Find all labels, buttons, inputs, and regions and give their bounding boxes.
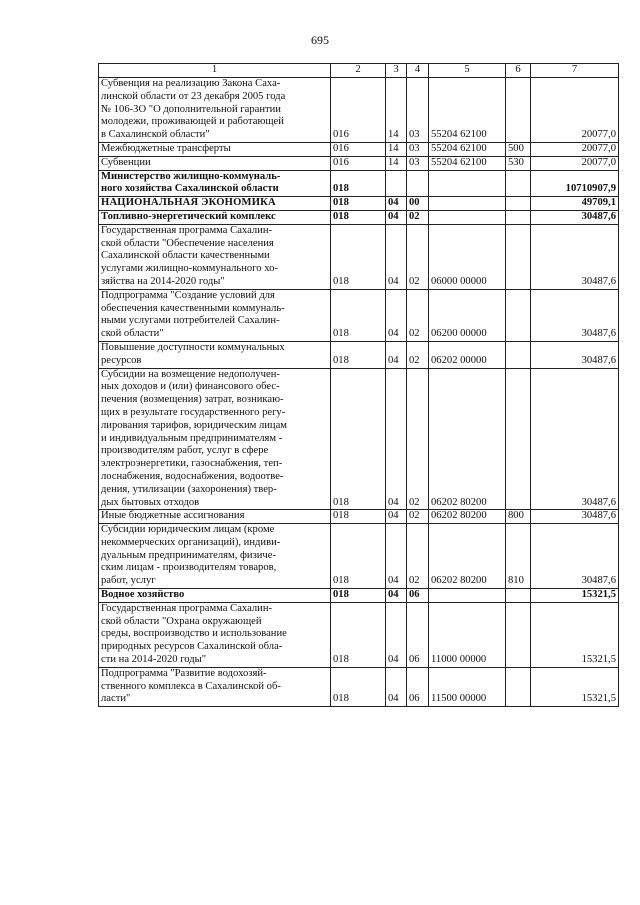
section-code: 04 (386, 341, 407, 368)
section-code: 04 (386, 589, 407, 603)
item-name: Субсидии на возмещение недополучен- ных доходов и (или) финансового обес- печения (возмещения) затрат, возникаю- щих в результате государственного регу- лирования тарифов, юридическим лицам и индивидуальным предпринимателям - производителям работ, услуг в сфере электроэнергетики, газоснабжения, теп- лоснабжения, водоснабжения, водоотве- дения, утилизации (захоронения) твер- дых бытовых отходов (99, 368, 331, 510)
table-row (99, 368, 619, 510)
table-row (99, 341, 619, 368)
subsection-code: 02 (407, 289, 429, 341)
header-cell: 2 (331, 64, 386, 78)
ministry-code: 018 (331, 210, 386, 224)
ministry-code: 018 (331, 341, 386, 368)
amount: 15321,5 (531, 602, 619, 667)
target-article-code: 06202 00000 (429, 341, 506, 368)
amount: 20077,0 (531, 142, 619, 156)
table-row (99, 224, 619, 289)
amount: 30487,6 (531, 210, 619, 224)
target-article-code (429, 589, 506, 603)
amount: 30487,6 (531, 524, 619, 589)
budget-table (98, 63, 619, 707)
subsection-code: 03 (407, 78, 429, 143)
item-name: Государственная программа Сахалин- ской области "Охрана окружающей среды, воспроизводство и использование природных ресурсов Сахалинской обла- сти на 2014-2020 годы" (99, 602, 331, 667)
table-row (99, 667, 619, 706)
expense-type-code: 500 (506, 142, 531, 156)
amount: 20077,0 (531, 78, 619, 143)
ministry-code: 018 (331, 510, 386, 524)
subsection-code: 03 (407, 156, 429, 170)
expense-type-code (506, 341, 531, 368)
ministry-code: 018 (331, 589, 386, 603)
subsection-code: 02 (407, 368, 429, 510)
subsection-code (407, 170, 429, 197)
target-article-code: 55204 62100 (429, 142, 506, 156)
item-name: Повышение доступности коммунальных ресурсов (99, 341, 331, 368)
target-article-code: 11000 00000 (429, 602, 506, 667)
target-article-code: 55204 62100 (429, 78, 506, 143)
table-row (99, 589, 619, 603)
target-article-code: 06202 80200 (429, 510, 506, 524)
amount: 30487,6 (531, 368, 619, 510)
expense-type-code: 810 (506, 524, 531, 589)
amount: 30487,6 (531, 289, 619, 341)
ministry-code: 018 (331, 170, 386, 197)
section-code: 04 (386, 510, 407, 524)
table-row (99, 197, 619, 211)
target-article-code: 06000 00000 (429, 224, 506, 289)
header-cell: 4 (407, 64, 429, 78)
amount: 15321,5 (531, 667, 619, 706)
section-code: 04 (386, 602, 407, 667)
target-article-code: 11500 00000 (429, 667, 506, 706)
table-row (99, 170, 619, 197)
expense-type-code (506, 224, 531, 289)
expense-type-code (506, 667, 531, 706)
header-cell: 5 (429, 64, 506, 78)
table-row (99, 142, 619, 156)
header-cell: 7 (531, 64, 619, 78)
section-code: 14 (386, 78, 407, 143)
ministry-code: 016 (331, 78, 386, 143)
section-code (386, 170, 407, 197)
table-row (99, 210, 619, 224)
subsection-code: 02 (407, 224, 429, 289)
amount: 49709,1 (531, 197, 619, 211)
expense-type-code (506, 78, 531, 143)
item-name: Субвенции (99, 156, 331, 170)
section-code: 14 (386, 142, 407, 156)
expense-type-code (506, 210, 531, 224)
section-code: 04 (386, 197, 407, 211)
amount: 30487,6 (531, 510, 619, 524)
header-row (99, 64, 619, 78)
amount: 30487,6 (531, 224, 619, 289)
ministry-code: 018 (331, 602, 386, 667)
expense-type-code (506, 589, 531, 603)
item-name: Топливно-энергетический комплекс (99, 210, 331, 224)
item-name: Субвенция на реализацию Закона Саха- линской области от 23 декабря 2005 года № 106-ЗО "О дополнительной гарантии молодежи, проживающей и работающей в Сахалинской области" (99, 78, 331, 143)
subsection-code: 02 (407, 210, 429, 224)
header-cell: 3 (386, 64, 407, 78)
subsection-code: 00 (407, 197, 429, 211)
target-article-code (429, 197, 506, 211)
subsection-code: 02 (407, 524, 429, 589)
expense-type-code: 800 (506, 510, 531, 524)
ministry-code: 018 (331, 368, 386, 510)
subsection-code: 06 (407, 589, 429, 603)
target-article-code: 06202 80200 (429, 524, 506, 589)
item-name: Государственная программа Сахалин- ской области "Обеспечение населения Сахалинской области качественными услугами жилищно-коммунального хо- зяйства на 2014-2020 годы" (99, 224, 331, 289)
section-code: 04 (386, 368, 407, 510)
target-article-code (429, 170, 506, 197)
amount: 20077,0 (531, 156, 619, 170)
ministry-code: 018 (331, 224, 386, 289)
expense-type-code (506, 602, 531, 667)
item-name: Водное хозяйство (99, 589, 331, 603)
target-article-code (429, 210, 506, 224)
section-code: 04 (386, 289, 407, 341)
subsection-code: 06 (407, 602, 429, 667)
page-number: 695 (311, 33, 329, 47)
subsection-code: 02 (407, 341, 429, 368)
item-name: Межбюджетные трансферты (99, 142, 331, 156)
target-article-code: 06200 00000 (429, 289, 506, 341)
item-name: Субсидии юридическим лицам (кроме некоммерческих организаций), индиви- дуальным предпринимателям, физиче- ским лицам - производителям товаров, работ, услуг (99, 524, 331, 589)
ministry-code: 018 (331, 524, 386, 589)
ministry-code: 016 (331, 142, 386, 156)
expense-type-code (506, 170, 531, 197)
expense-type-code (506, 289, 531, 341)
subsection-code: 06 (407, 667, 429, 706)
amount: 10710907,9 (531, 170, 619, 197)
target-article-code: 55204 62100 (429, 156, 506, 170)
amount: 15321,5 (531, 589, 619, 603)
item-name: Иные бюджетные ассигнования (99, 510, 331, 524)
target-article-code: 06202 80200 (429, 368, 506, 510)
item-name: НАЦИОНАЛЬНАЯ ЭКОНОМИКА (99, 197, 331, 211)
subsection-code: 02 (407, 510, 429, 524)
table-row (99, 602, 619, 667)
table-row (99, 524, 619, 589)
table-row (99, 510, 619, 524)
item-name: Министерство жилищно-коммуналь- ного хозяйства Сахалинской области (99, 170, 331, 197)
table-row (99, 289, 619, 341)
subsection-code: 03 (407, 142, 429, 156)
expense-type-code: 530 (506, 156, 531, 170)
ministry-code: 018 (331, 197, 386, 211)
ministry-code: 018 (331, 667, 386, 706)
section-code: 04 (386, 210, 407, 224)
table-row (99, 78, 619, 143)
ministry-code: 018 (331, 289, 386, 341)
expense-type-code (506, 197, 531, 211)
section-code: 04 (386, 524, 407, 589)
table-row (99, 156, 619, 170)
section-code: 04 (386, 224, 407, 289)
section-code: 04 (386, 667, 407, 706)
header-cell: 1 (99, 64, 331, 78)
ministry-code: 016 (331, 156, 386, 170)
item-name: Подпрограмма "Развитие водохозяй- ственного комплекса в Сахалинской об- ласти" (99, 667, 331, 706)
header-cell: 6 (506, 64, 531, 78)
section-code: 14 (386, 156, 407, 170)
amount: 30487,6 (531, 341, 619, 368)
item-name: Подпрограмма "Создание условий для обеспечения качественными коммуналь- ными услугами потребителей Сахалин- ской области" (99, 289, 331, 341)
expense-type-code (506, 368, 531, 510)
